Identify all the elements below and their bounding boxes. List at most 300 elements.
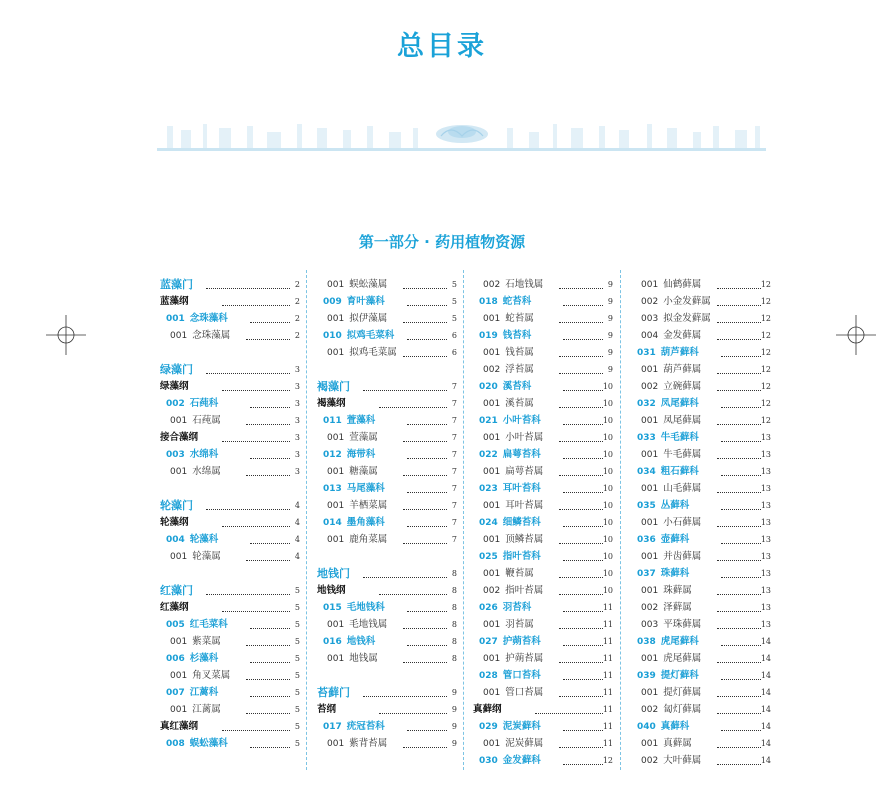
toc-entry-name: 羊栖菜属	[349, 500, 388, 511]
dot-leader	[721, 577, 761, 578]
toc-entry-page: 10	[602, 382, 613, 391]
toc-entry-code: 008	[166, 739, 185, 749]
toc-entry-page: 9	[607, 365, 613, 374]
toc-entry-page: 10	[602, 433, 613, 442]
toc-entry-code: 001	[483, 739, 501, 749]
toc-entry-name: 牛毛藓科	[660, 432, 699, 443]
toc-entry-genus[interactable]	[631, 480, 771, 497]
toc-entry-code: 006	[166, 654, 185, 664]
toc-entry-code: 031	[637, 348, 656, 358]
dot-leader	[563, 764, 603, 765]
toc-entry-page: 10	[602, 450, 613, 459]
toc-entry-phylum[interactable]	[317, 565, 457, 582]
toc-entry-page: 3	[294, 416, 300, 425]
toc-entry-family[interactable]	[473, 327, 613, 344]
toc-entry-code: 026	[479, 603, 498, 613]
toc-entry-family[interactable]	[631, 565, 771, 582]
dot-leader	[222, 730, 290, 731]
dot-leader	[250, 747, 290, 748]
toc-entry-genus[interactable]	[473, 565, 613, 582]
toc-entry-genus[interactable]	[473, 310, 613, 327]
toc-entry-genus[interactable]	[317, 310, 457, 327]
toc-entry-family[interactable]	[160, 531, 300, 548]
toc-entry-name: 地钱纲	[317, 585, 346, 596]
toc-entry-name: 育叶藻科	[346, 296, 385, 307]
toc-entry-name: 指叶苔属	[505, 585, 544, 596]
dot-leader	[717, 373, 761, 374]
toc-spacer	[317, 548, 457, 565]
toc-entry-cls[interactable]	[317, 582, 457, 599]
toc-entry-name: 凤尾藓科	[660, 398, 699, 409]
dot-leader	[206, 594, 290, 595]
toc-entry-family[interactable]	[473, 293, 613, 310]
toc-entry-page: 3	[294, 450, 300, 459]
toc-entry-code: 001	[483, 314, 501, 324]
toc-entry-family[interactable]	[317, 718, 457, 735]
column-divider	[620, 270, 621, 770]
toc-entry-code: 021	[479, 416, 498, 426]
toc-entry-genus[interactable]	[631, 684, 771, 701]
toc-entry-genus[interactable]	[317, 616, 457, 633]
toc-entry-family[interactable]	[631, 463, 771, 480]
toc-entry-genus[interactable]	[631, 582, 771, 599]
toc-entry-name: 扁萼苔属	[505, 466, 544, 477]
decorative-banner	[157, 110, 766, 154]
dot-leader	[721, 509, 761, 510]
toc-entry-name: 耳叶苔科	[502, 483, 541, 494]
toc-entry-cls[interactable]	[317, 701, 457, 718]
toc-entry-family[interactable]	[160, 684, 300, 701]
toc-entry-code: 002	[641, 756, 659, 766]
toc-entry-cls[interactable]	[160, 599, 300, 616]
toc-entry-cls[interactable]	[160, 429, 300, 446]
toc-entry-name: 护蒴苔科	[502, 636, 541, 647]
toc-entry-genus[interactable]	[631, 701, 771, 718]
toc-entry-family[interactable]	[160, 310, 300, 327]
toc-entry-page: 13	[760, 501, 771, 510]
toc-entry-name: 苔纲	[317, 704, 337, 715]
toc-entry-name: 紫菜属	[192, 636, 221, 647]
toc-entry-page: 12	[760, 365, 771, 374]
toc-entry-code: 024	[479, 518, 498, 528]
toc-entry-family[interactable]	[631, 531, 771, 548]
toc-entry-genus[interactable]	[631, 327, 771, 344]
toc-entry-page: 6	[451, 331, 457, 340]
toc-entry-page: 11	[602, 637, 613, 646]
dot-leader	[717, 696, 761, 697]
toc-entry-genus[interactable]	[473, 463, 613, 480]
toc-entry-name: 钱苔科	[502, 330, 532, 341]
dot-leader	[563, 560, 603, 561]
toc-entry-genus[interactable]	[160, 412, 300, 429]
toc-entry-code: 019	[479, 331, 498, 341]
dot-leader	[407, 305, 447, 306]
toc-entry-page: 9	[451, 739, 457, 748]
dot-leader	[721, 645, 761, 646]
toc-entry-genus[interactable]	[631, 293, 771, 310]
toc-entry-genus[interactable]	[473, 361, 613, 378]
toc-entry-page: 3	[294, 399, 300, 408]
toc-entry-name: 提灯藓科	[660, 670, 699, 681]
toc-entry-family[interactable]	[317, 633, 457, 650]
toc-entry-page: 7	[451, 433, 457, 442]
toc-entry-page: 7	[451, 518, 457, 527]
dot-leader	[246, 339, 290, 340]
dot-leader	[717, 288, 761, 289]
toc-entry-page: 12	[760, 348, 771, 357]
toc-entry-code: 007	[166, 688, 185, 698]
toc-entry-name: 小石藓属	[663, 517, 702, 528]
dot-leader	[559, 628, 603, 629]
toc-entry-genus[interactable]	[317, 276, 457, 293]
toc-entry-name: 顶鳞苔属	[505, 534, 544, 545]
toc-entry-name: 泥炭藓科	[502, 721, 541, 732]
toc-entry-code: 025	[479, 552, 498, 562]
toc-entry-name: 溪苔科	[502, 381, 532, 392]
toc-entry-genus[interactable]	[317, 650, 457, 667]
toc-entry-genus[interactable]	[631, 548, 771, 565]
dot-leader	[717, 390, 761, 391]
toc-entry-cls[interactable]	[160, 514, 300, 531]
toc-entry-genus[interactable]	[473, 497, 613, 514]
toc-entry-family[interactable]	[473, 752, 613, 769]
toc-entry-name: 钱苔属	[505, 347, 534, 358]
toc-entry-page: 9	[451, 705, 457, 714]
toc-entry-family[interactable]	[317, 412, 457, 429]
toc-entry-family[interactable]	[160, 616, 300, 633]
toc-entry-family[interactable]	[473, 599, 613, 616]
dot-leader	[403, 356, 447, 357]
dot-leader	[559, 509, 603, 510]
toc-entry-code: 001	[641, 586, 659, 596]
dot-leader	[222, 611, 290, 612]
toc-entry-name: 绿藻纲	[160, 381, 189, 392]
toc-entry-genus[interactable]	[160, 463, 300, 480]
dot-leader	[407, 611, 447, 612]
toc-entry-family[interactable]	[473, 548, 613, 565]
toc-entry-name: 念珠藻属	[192, 330, 231, 341]
toc-entry-family[interactable]	[631, 718, 771, 735]
toc-entry-page: 14	[760, 756, 771, 765]
toc-entry-genus[interactable]	[317, 344, 457, 361]
toc-entry-name: 糖藻属	[349, 466, 378, 477]
toc-entry-genus[interactable]	[631, 514, 771, 531]
toc-entry-genus[interactable]	[473, 344, 613, 361]
dot-leader	[717, 594, 761, 595]
toc-entry-phylum[interactable]	[160, 497, 300, 514]
toc-entry-genus[interactable]	[631, 412, 771, 429]
toc-entry-family[interactable]	[631, 633, 771, 650]
toc-entry-family[interactable]	[317, 446, 457, 463]
dot-leader	[403, 475, 447, 476]
toc-entry-name: 山毛藓属	[663, 483, 702, 494]
toc-entry-page: 2	[294, 314, 300, 323]
toc-entry-page: 11	[602, 688, 613, 697]
toc-entry-name: 珠藓科	[660, 568, 690, 579]
dot-leader	[403, 509, 447, 510]
toc-entry-code: 020	[479, 382, 498, 392]
toc-entry-name: 蛇苔科	[502, 296, 532, 307]
toc-entry-genus[interactable]	[631, 361, 771, 378]
toc-entry-family[interactable]	[317, 514, 457, 531]
toc-entry-code: 003	[641, 314, 659, 324]
toc-entry-page: 12	[760, 382, 771, 391]
toc-entry-genus[interactable]	[473, 735, 613, 752]
toc-entry-page: 10	[602, 399, 613, 408]
toc-entry-code: 001	[641, 280, 659, 290]
toc-entry-genus[interactable]	[631, 310, 771, 327]
toc-entry-name: 珠藓属	[663, 585, 692, 596]
toc-entry-name: 石莼科	[189, 398, 219, 409]
toc-entry-page: 3	[294, 382, 300, 391]
toc-entry-family[interactable]	[473, 480, 613, 497]
toc-entry-genus[interactable]	[631, 752, 771, 769]
toc-entry-genus[interactable]	[473, 616, 613, 633]
toc-entry-genus[interactable]	[160, 633, 300, 650]
toc-entry-name: 真藓属	[663, 738, 692, 749]
dot-leader	[563, 611, 603, 612]
toc-entry-name: 拟伊藻属	[349, 313, 388, 324]
toc-entry-name: 蜈蚣藻科	[189, 738, 228, 749]
toc-entry-code: 040	[637, 722, 656, 732]
toc-entry-genus[interactable]	[631, 616, 771, 633]
toc-entry-name: 小叶苔属	[505, 432, 544, 443]
toc-spacer	[317, 361, 457, 378]
toc-entry-code: 001	[170, 467, 188, 477]
toc-entry-name: 羽苔属	[505, 619, 534, 630]
toc-entry-page: 12	[760, 297, 771, 306]
toc-entry-genus[interactable]	[631, 276, 771, 293]
toc-entry-name: 溪苔属	[505, 398, 534, 409]
toc-entry-page: 2	[294, 297, 300, 306]
toc-entry-code: 001	[327, 501, 345, 511]
toc-entry-family[interactable]	[160, 446, 300, 463]
toc-entry-code: 001	[170, 331, 188, 341]
dot-leader	[563, 305, 603, 306]
toc-entry-family[interactable]	[631, 497, 771, 514]
toc-entry-name: 拟鸡毛菜科	[346, 330, 395, 341]
toc-entry-page: 13	[760, 433, 771, 442]
dot-leader	[563, 492, 603, 493]
toc-entry-genus[interactable]	[631, 735, 771, 752]
toc-entry-genus[interactable]	[160, 667, 300, 684]
toc-entry-genus[interactable]	[631, 650, 771, 667]
toc-entry-genus[interactable]	[473, 395, 613, 412]
toc-entry-cls[interactable]	[160, 293, 300, 310]
toc-entry-genus[interactable]	[317, 531, 457, 548]
toc-entry-page: 8	[451, 603, 457, 612]
toc-entry-name: 凤尾藓属	[663, 415, 702, 426]
toc-entry-phylum[interactable]	[160, 361, 300, 378]
toc-column-1	[160, 276, 300, 752]
toc-entry-phylum[interactable]	[317, 378, 457, 395]
toc-entry-name: 丛藓科	[660, 500, 690, 511]
toc-entry-genus[interactable]	[631, 378, 771, 395]
dot-leader	[222, 526, 290, 527]
toc-entry-family[interactable]	[631, 344, 771, 361]
column-divider	[463, 270, 464, 770]
dot-leader	[363, 577, 447, 578]
toc-entry-page: 12	[602, 756, 613, 765]
toc-entry-page: 11	[602, 722, 613, 731]
toc-entry-code: 029	[479, 722, 498, 732]
toc-spacer	[160, 565, 300, 582]
dot-leader	[250, 322, 290, 323]
toc-entry-name: 真藓科	[660, 721, 690, 732]
toc-entry-genus[interactable]	[160, 548, 300, 565]
toc-entry-page: 3	[294, 433, 300, 442]
toc-entry-genus[interactable]	[317, 735, 457, 752]
toc-entry-genus[interactable]	[160, 327, 300, 344]
toc-entry-page: 10	[602, 501, 613, 510]
toc-entry-cls[interactable]	[160, 718, 300, 735]
toc-entry-page: 7	[451, 416, 457, 425]
toc-entry-name: 平珠藓属	[663, 619, 702, 630]
toc-entry-page: 9	[451, 688, 457, 697]
toc-entry-genus[interactable]	[317, 429, 457, 446]
toc-entry-name: 仙鹤藓属	[663, 279, 702, 290]
dot-leader	[407, 645, 447, 646]
toc-entry-family[interactable]	[631, 429, 771, 446]
dot-leader	[407, 339, 447, 340]
toc-entry-name: 管口苔科	[502, 670, 541, 681]
dot-leader	[559, 373, 603, 374]
toc-entry-cls[interactable]	[473, 701, 613, 718]
toc-entry-page: 8	[451, 586, 457, 595]
toc-entry-page: 5	[294, 688, 300, 697]
toc-entry-page: 7	[451, 382, 457, 391]
toc-entry-name: 毛地钱属	[349, 619, 388, 630]
toc-entry-page: 10	[602, 467, 613, 476]
toc-entry-genus[interactable]	[317, 463, 457, 480]
toc-entry-phylum[interactable]	[160, 582, 300, 599]
toc-entry-family[interactable]	[473, 633, 613, 650]
toc-entry-code: 002	[641, 297, 659, 307]
toc-entry-family[interactable]	[473, 412, 613, 429]
toc-entry-genus[interactable]	[631, 446, 771, 463]
dot-leader	[559, 475, 603, 476]
toc-entry-genus[interactable]	[160, 701, 300, 718]
toc-entry-name: 石莼属	[192, 415, 221, 426]
toc-entry-name: 轮藻纲	[160, 517, 189, 528]
toc-entry-family[interactable]	[160, 395, 300, 412]
dot-leader	[250, 407, 290, 408]
toc-entry-family[interactable]	[317, 327, 457, 344]
toc-entry-family[interactable]	[317, 480, 457, 497]
toc-entry-family[interactable]	[160, 650, 300, 667]
toc-entry-name: 真红藻纲	[160, 721, 199, 732]
toc-entry-code: 001	[641, 688, 659, 698]
toc-entry-family[interactable]	[473, 718, 613, 735]
toc-entry-page: 7	[451, 535, 457, 544]
toc-entry-family[interactable]	[473, 378, 613, 395]
dot-leader	[222, 305, 290, 306]
toc-entry-code: 018	[479, 297, 498, 307]
toc-entry-name: 水绵属	[192, 466, 221, 477]
toc-entry-code: 001	[170, 637, 188, 647]
toc-entry-family[interactable]	[473, 667, 613, 684]
toc-entry-page: 9	[607, 348, 613, 357]
toc-entry-code: 001	[327, 314, 345, 324]
toc-entry-page: 5	[294, 620, 300, 629]
toc-entry-name: 泽藓属	[663, 602, 692, 613]
dot-leader	[363, 390, 447, 391]
toc-entry-page: 5	[294, 671, 300, 680]
toc-entry-name: 红藻门	[160, 584, 193, 597]
toc-entry-genus[interactable]	[473, 650, 613, 667]
toc-entry-phylum[interactable]	[317, 684, 457, 701]
dot-leader	[559, 288, 603, 289]
toc-entry-page: 8	[451, 637, 457, 646]
toc-entry-code: 012	[323, 450, 342, 460]
toc-entry-code: 032	[637, 399, 656, 409]
toc-entry-genus[interactable]	[473, 684, 613, 701]
dot-leader	[563, 645, 603, 646]
toc-entry-name: 萱藻属	[349, 432, 378, 443]
toc-entry-name: 鹿角菜属	[349, 534, 388, 545]
toc-entry-phylum[interactable]	[160, 276, 300, 293]
toc-entry-family[interactable]	[473, 514, 613, 531]
dot-leader	[407, 730, 447, 731]
toc-entry-genus[interactable]	[317, 497, 457, 514]
toc-entry-code: 017	[323, 722, 342, 732]
toc-entry-code: 001	[483, 535, 501, 545]
dot-leader	[563, 424, 603, 425]
toc-entry-genus[interactable]	[631, 599, 771, 616]
dot-leader	[559, 407, 603, 408]
toc-entry-code: 001	[170, 671, 188, 681]
toc-column-4	[631, 276, 771, 769]
toc-entry-genus[interactable]	[473, 531, 613, 548]
toc-entry-name: 羽苔科	[502, 602, 532, 613]
toc-entry-page: 13	[760, 586, 771, 595]
toc-entry-family[interactable]	[631, 395, 771, 412]
dot-leader	[563, 730, 603, 731]
dot-leader	[717, 747, 761, 748]
toc-entry-page: 14	[760, 637, 771, 646]
dot-leader	[717, 611, 761, 612]
toc-entry-name: 粗石藓科	[660, 466, 699, 477]
toc-entry-page: 13	[760, 620, 771, 629]
dot-leader	[250, 696, 290, 697]
toc-entry-page: 5	[294, 637, 300, 646]
toc-entry-family[interactable]	[317, 293, 457, 310]
toc-entry-cls[interactable]	[160, 378, 300, 395]
toc-entry-name: 真藓纲	[473, 704, 502, 715]
dot-leader	[250, 543, 290, 544]
toc-entry-genus[interactable]	[473, 582, 613, 599]
toc-entry-family[interactable]	[317, 599, 457, 616]
toc-entry-family[interactable]	[631, 667, 771, 684]
toc-entry-code: 001	[641, 365, 659, 375]
toc-entry-cls[interactable]	[317, 395, 457, 412]
toc-entry-family[interactable]	[473, 446, 613, 463]
toc-entry-name: 轮藻属	[192, 551, 221, 562]
toc-entry-name: 轮藻门	[160, 499, 193, 512]
toc-entry-name: 小金发藓属	[663, 296, 711, 307]
toc-entry-family[interactable]	[160, 735, 300, 752]
toc-entry-page: 4	[294, 518, 300, 527]
dot-leader	[721, 475, 761, 476]
toc-entry-code: 001	[641, 552, 659, 562]
dot-leader	[222, 441, 290, 442]
toc-entry-page: 8	[451, 654, 457, 663]
toc-entry-name: 葫芦藓科	[660, 347, 699, 358]
toc-entry-genus[interactable]	[473, 429, 613, 446]
dot-leader	[559, 441, 603, 442]
toc-entry-genus[interactable]	[473, 276, 613, 293]
toc-entry-page: 11	[602, 654, 613, 663]
